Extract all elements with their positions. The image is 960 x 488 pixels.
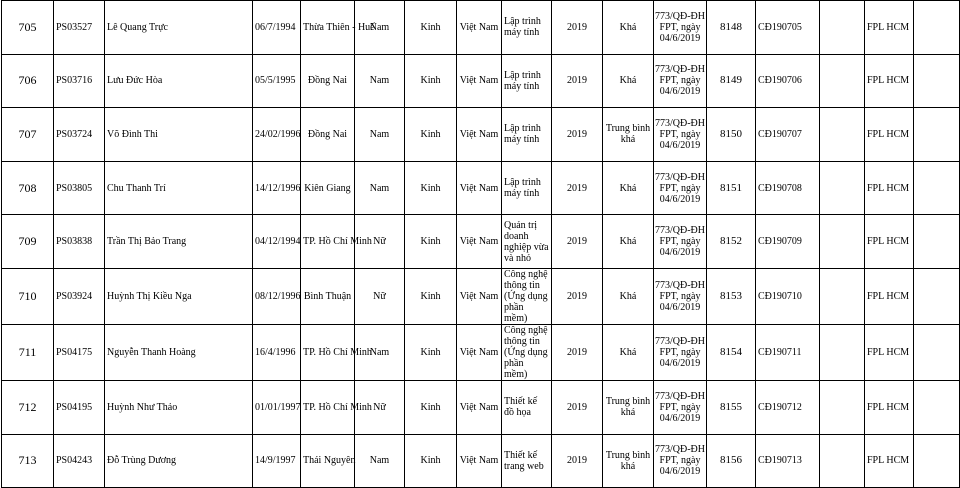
cell-decision: 773/QĐ-ĐH FPT, ngày 04/6/2019 — [654, 108, 707, 162]
cell-stt: 711 — [2, 324, 54, 380]
cell-graduation-year: 2019 — [552, 434, 603, 488]
table-row — [2, 108, 960, 162]
cell-major: Thiết kế đồ họa — [502, 380, 552, 434]
cell-birthplace: Thái Nguyên — [301, 434, 355, 488]
cell-graduation-year: 2019 — [552, 161, 603, 215]
table-row — [2, 434, 960, 488]
cell-ethnicity: Kinh — [405, 380, 457, 434]
cell-certificate-serial: 8156 — [707, 434, 756, 488]
cell-stt: 713 — [2, 434, 54, 488]
cell-ethnicity: Kinh — [405, 268, 457, 324]
cell-student-code: PS03724 — [54, 108, 105, 162]
cell-date-of-birth: 14/9/1997 — [253, 434, 301, 488]
cell-birthplace: TP. Hồ Chí Minh — [301, 324, 355, 380]
cell-ethnicity: Kinh — [405, 108, 457, 162]
cell-date-of-birth: 05/5/1995 — [253, 54, 301, 108]
cell-register-number: CĐ190706 — [756, 54, 820, 108]
cell-date-of-birth: 04/12/1994 — [253, 215, 301, 269]
cell-campus: FPL HCM — [865, 434, 914, 488]
cell-birthplace: Bình Thuận — [301, 268, 355, 324]
cell-date-of-birth: 08/12/1996 — [253, 268, 301, 324]
cell-birthplace: Thừa Thiên - Huế — [301, 1, 355, 55]
cell-student-code: PS04175 — [54, 324, 105, 380]
cell-empty — [914, 434, 960, 488]
cell-campus: FPL HCM — [865, 215, 914, 269]
cell-decision: 773/QĐ-ĐH FPT, ngày 04/6/2019 — [654, 215, 707, 269]
cell-decision: 773/QĐ-ĐH FPT, ngày 04/6/2019 — [654, 434, 707, 488]
cell-grade: Khá — [603, 54, 654, 108]
cell-nationality: Việt Nam — [457, 1, 502, 55]
cell-register-number: CĐ190707 — [756, 108, 820, 162]
cell-date-of-birth: 16/4/1996 — [253, 324, 301, 380]
cell-date-of-birth: 06/7/1994 — [253, 1, 301, 55]
cell-decision: 773/QĐ-ĐH FPT, ngày 04/6/2019 — [654, 324, 707, 380]
cell-full-name: Lưu Đức Hòa — [105, 54, 253, 108]
cell-graduation-year: 2019 — [552, 268, 603, 324]
cell-birthplace: TP. Hồ Chí Minh — [301, 215, 355, 269]
cell-stt: 707 — [2, 108, 54, 162]
cell-major: Lập trình máy tính — [502, 161, 552, 215]
cell-note — [820, 54, 865, 108]
cell-stt: 709 — [2, 215, 54, 269]
cell-register-number: CĐ190709 — [756, 215, 820, 269]
cell-certificate-serial: 8153 — [707, 268, 756, 324]
cell-empty — [914, 161, 960, 215]
cell-sex: Nam — [355, 1, 405, 55]
cell-note — [820, 161, 865, 215]
cell-grade: Khá — [603, 1, 654, 55]
cell-ethnicity: Kinh — [405, 215, 457, 269]
cell-graduation-year: 2019 — [552, 1, 603, 55]
table-body — [2, 0, 960, 488]
cell-full-name: Trần Thị Bảo Trang — [105, 215, 253, 269]
cell-decision: 773/QĐ-ĐH FPT, ngày 04/6/2019 — [654, 268, 707, 324]
table-row — [2, 1, 960, 55]
cell-nationality: Việt Nam — [457, 324, 502, 380]
cell-note — [820, 268, 865, 324]
cell-grade: Khá — [603, 161, 654, 215]
cell-birthplace: TP. Hồ Chí Minh — [301, 380, 355, 434]
cell-full-name: Nguyễn Thanh Hoàng — [105, 324, 253, 380]
cell-birthplace: Kiên Giang — [301, 161, 355, 215]
cell-graduation-year: 2019 — [552, 215, 603, 269]
cell-major: Thiết kế trang web — [502, 434, 552, 488]
cell-nationality: Việt Nam — [457, 161, 502, 215]
cell-grade: Trung bình khá — [603, 434, 654, 488]
cell-certificate-serial: 8149 — [707, 54, 756, 108]
cell-sex: Nữ — [355, 268, 405, 324]
cell-register-number: CĐ190713 — [756, 434, 820, 488]
cell-major: Công nghệ thông tin (Ứng dụng phần mềm) — [502, 268, 552, 324]
cell-register-number: CĐ190710 — [756, 268, 820, 324]
cell-student-code: PS04195 — [54, 380, 105, 434]
cell-grade: Khá — [603, 268, 654, 324]
cell-decision: 773/QĐ-ĐH FPT, ngày 04/6/2019 — [654, 1, 707, 55]
cell-date-of-birth: 24/02/1996 — [253, 108, 301, 162]
cell-student-code: PS03924 — [54, 268, 105, 324]
cell-nationality: Việt Nam — [457, 380, 502, 434]
cell-ethnicity: Kinh — [405, 324, 457, 380]
table-row — [2, 161, 960, 215]
cell-note — [820, 324, 865, 380]
cell-campus: FPL HCM — [865, 380, 914, 434]
cell-major: Công nghệ thông tin (Ứng dụng phần mềm) — [502, 324, 552, 380]
cell-empty — [914, 54, 960, 108]
cell-campus: FPL HCM — [865, 324, 914, 380]
cell-student-code: PS03838 — [54, 215, 105, 269]
cell-graduation-year: 2019 — [552, 324, 603, 380]
cell-sex: Nam — [355, 108, 405, 162]
cell-note — [820, 380, 865, 434]
cell-empty — [914, 1, 960, 55]
table-row — [2, 380, 960, 434]
cell-empty — [914, 324, 960, 380]
cell-certificate-serial: 8154 — [707, 324, 756, 380]
cell-ethnicity: Kinh — [405, 1, 457, 55]
cell-campus: FPL HCM — [865, 268, 914, 324]
cell-register-number: CĐ190712 — [756, 380, 820, 434]
cell-certificate-serial: 8155 — [707, 380, 756, 434]
cell-birthplace: Đồng Nai — [301, 108, 355, 162]
cell-note — [820, 108, 865, 162]
cell-date-of-birth: 14/12/1996 — [253, 161, 301, 215]
table-row — [2, 268, 960, 324]
cell-ethnicity: Kinh — [405, 54, 457, 108]
cell-grade: Trung bình khá — [603, 108, 654, 162]
cell-graduation-year: 2019 — [552, 54, 603, 108]
cell-nationality: Việt Nam — [457, 268, 502, 324]
table-row — [2, 215, 960, 269]
cell-sex: Nam — [355, 324, 405, 380]
cell-empty — [914, 215, 960, 269]
cell-graduation-year: 2019 — [552, 380, 603, 434]
cell-register-number: CĐ190708 — [756, 161, 820, 215]
cell-certificate-serial: 8148 — [707, 1, 756, 55]
cell-decision: 773/QĐ-ĐH FPT, ngày 04/6/2019 — [654, 54, 707, 108]
cell-full-name: Võ Đình Thi — [105, 108, 253, 162]
cell-full-name: Huỳnh Thị Kiều Nga — [105, 268, 253, 324]
graduate-table — [1, 0, 960, 488]
cell-nationality: Việt Nam — [457, 434, 502, 488]
cell-certificate-serial: 8152 — [707, 215, 756, 269]
cell-empty — [914, 268, 960, 324]
cell-full-name: Đỗ Trùng Dương — [105, 434, 253, 488]
cell-full-name: Chu Thanh Trí — [105, 161, 253, 215]
cell-date-of-birth: 01/01/1997 — [253, 380, 301, 434]
cell-student-code: PS04243 — [54, 434, 105, 488]
cell-ethnicity: Kinh — [405, 434, 457, 488]
cell-student-code: PS03805 — [54, 161, 105, 215]
cell-stt: 710 — [2, 268, 54, 324]
cell-stt: 705 — [2, 1, 54, 55]
cell-ethnicity: Kinh — [405, 161, 457, 215]
cell-note — [820, 1, 865, 55]
cell-graduation-year: 2019 — [552, 108, 603, 162]
cell-sex: Nam — [355, 54, 405, 108]
cell-nationality: Việt Nam — [457, 215, 502, 269]
cell-register-number: CĐ190705 — [756, 1, 820, 55]
cell-full-name: Huỳnh Như Thảo — [105, 380, 253, 434]
cell-note — [820, 215, 865, 269]
cell-sex: Nam — [355, 161, 405, 215]
cell-certificate-serial: 8151 — [707, 161, 756, 215]
cell-sex: Nữ — [355, 380, 405, 434]
cell-campus: FPL HCM — [865, 1, 914, 55]
cell-major: Lập trình máy tính — [502, 108, 552, 162]
cell-birthplace: Đồng Nai — [301, 54, 355, 108]
cell-campus: FPL HCM — [865, 54, 914, 108]
cell-campus: FPL HCM — [865, 108, 914, 162]
cell-major: Lập trình máy tính — [502, 1, 552, 55]
cell-stt: 712 — [2, 380, 54, 434]
table-row — [2, 324, 960, 380]
cell-grade: Trung bình khá — [603, 380, 654, 434]
cell-nationality: Việt Nam — [457, 54, 502, 108]
cell-major: Lập trình máy tính — [502, 54, 552, 108]
cell-student-code: PS03716 — [54, 54, 105, 108]
cell-major: Quản trị doanh nghiệp vừa và nhỏ — [502, 215, 552, 269]
cell-full-name: Lê Quang Trực — [105, 1, 253, 55]
cell-grade: Khá — [603, 324, 654, 380]
cell-stt: 708 — [2, 161, 54, 215]
cell-decision: 773/QĐ-ĐH FPT, ngày 04/6/2019 — [654, 161, 707, 215]
cell-note — [820, 434, 865, 488]
cell-stt: 706 — [2, 54, 54, 108]
cell-register-number: CĐ190711 — [756, 324, 820, 380]
cell-campus: FPL HCM — [865, 161, 914, 215]
cell-empty — [914, 380, 960, 434]
cell-empty — [914, 108, 960, 162]
cell-decision: 773/QĐ-ĐH FPT, ngày 04/6/2019 — [654, 380, 707, 434]
cell-grade: Khá — [603, 215, 654, 269]
table-row — [2, 54, 960, 108]
cell-sex: Nữ — [355, 215, 405, 269]
cell-certificate-serial: 8150 — [707, 108, 756, 162]
cell-student-code: PS03527 — [54, 1, 105, 55]
cell-nationality: Việt Nam — [457, 108, 502, 162]
cell-sex: Nam — [355, 434, 405, 488]
